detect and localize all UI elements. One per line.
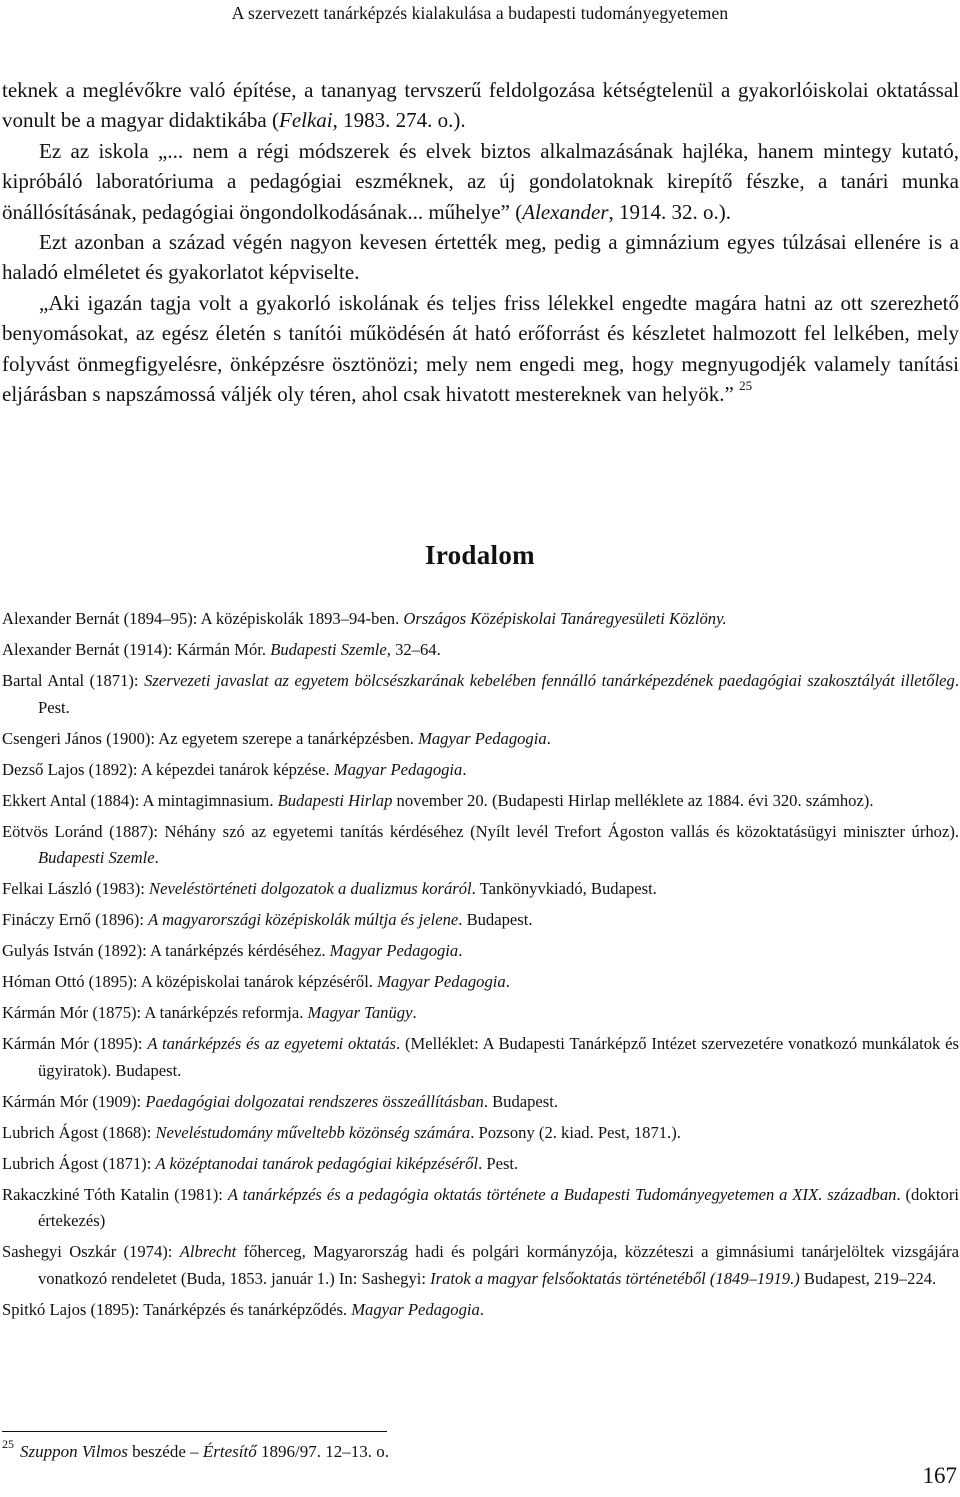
body-text	[2, 75, 959, 409]
paragraph-2: Ez az iskola „... nem a régi módszerek és elvek biztos alkalmazásának hajléka, hanem mintegy kutató, kipróbáló laboratóriuma a pedagógiai eszméknek, az új gondolatoknak kirepítő fészke, a tanári munka önállósításának, pedagógiai öngondolkodásának... műhelye” (Alexander, 1914. 32. o.).	[2, 138, 959, 224]
citation: Felkai	[279, 108, 333, 133]
reference-item: Lubrich Ágost (1868): Neveléstudomány műveltebb közönség számára. Pozsony (2. kiad. Pest, 1871.).	[2, 1122, 681, 1142]
reference-item: Lubrich Ágost (1871): A középtanodai tanárok pedagógiai kiképzéséről. Pest.	[2, 1153, 519, 1173]
reference-item: Ekkert Antal (1884): A mintagimnasium. Budapesti Hirlap november 20. (Budapesti Hirlap melléklete az 1884. évi 320. számhoz).	[2, 790, 874, 810]
reference-item: Dezső Lajos (1892): A képezdei tanárok képzése. Magyar Pedagogia.	[2, 759, 467, 779]
page-number: 167	[922, 1463, 957, 1488]
reference-item: Alexander Bernát (1914): Kármán Mór. Budapesti Szemle, 32–64.	[2, 640, 441, 659]
reference-item: Kármán Mór (1875): A tanárképzés reformja. Magyar Tanügy.	[2, 1003, 417, 1022]
section-heading: Irodalom	[425, 540, 535, 570]
paragraph-1: teknek a meglévőkre való építése, a tananyag tervszerű feldolgozása kétségtelenül a gyakorlóiskolai oktatással vonult be a magyar didaktikába (Felkai, 1983. 274. o.).	[2, 78, 959, 133]
reference-item: Eötvös Loránd (1887): Néhány szó az egyetemi tanítás kérdéséhez (Nyílt levél Trefort Ágoston vallás és közoktatásügyi miniszter úrhoz). Budapesti Szemle.	[2, 821, 959, 867]
reference-item: Alexander Bernát (1894–95): A középiskolák 1893–94-ben. Országos Középiskolai Tanáregyesületi Közlöny.	[2, 609, 727, 628]
reference-item: Sashegyi Oszkár (1974): Albrecht főherceg, Magyarország hadi és polgári kormányzója, közzéteszi a gimnásiumi tanárjelöltek vizsgájára vonatkozó rendeletet (Buda, 1853. január 1.) In: Sashegyi: Iratok a magyar felsőoktatás történetéből (1849–1919.) Budapest, 219–224.	[2, 1242, 959, 1288]
footnote: $^{25}$ Szuppon Vilmos beszéde – Értesítő 1896/97. 12–13. o.	[2, 1437, 389, 1461]
reference-item: Kármán Mór (1909): Paedagógiai dolgozatai rendszeres összeállításban. Budapest.	[2, 1091, 559, 1111]
footnote-marker[interactable]: 25	[739, 378, 753, 394]
reference-item: Csengeri János (1900): Az egyetem szerepe a tanárképzésben. Magyar Pedagogia.	[2, 728, 551, 748]
reference-item: Fináczy Ernő (1896): A magyarországi középiskolák múltja és jelene. Budapest.	[2, 910, 533, 929]
reference-item: Rakaczkiné Tóth Katalin (1981): A tanárképzés és a pedagógia oktatás története a Budapesti Tudományegyetemen a XIX. században. (doktori értekezés)	[2, 1184, 959, 1230]
citation: Alexander	[522, 199, 609, 224]
footnote-divider	[2, 1431, 387, 1432]
reference-item: Spitkó Lajos (1895): Tanárképzés és tanárképződés. Magyar Pedagogia.	[2, 1299, 484, 1319]
paragraph-4-quote: „Aki igazán tagja volt a gyakorló iskolának és teljes friss lélekkel engedte magára hatni az ott szerezhető benyomásokat, az egész életén s tanítói működésén át ható erőforrást és készletet halmozott fel lelkében, mely folyvást önmegfigyelésre, önképzésre ösztönözi; mely nem engedi meg, hogy megnyugodjék valamely tanítási eljárásban s napszámossá váljék oly téren, ahol csak hivatott mestereknek van helyök.” $^{25}$	[2, 290, 959, 407]
reference-list	[2, 606, 959, 1328]
footnote-number: 25	[2, 1437, 14, 1452]
reference-item: Felkai László (1983): Neveléstörténeti dolgozatok a dualizmus koráról. Tankönyvkiadó, Budapest.	[2, 879, 657, 898]
reference-item: Hóman Ottó (1895): A középiskolai tanárok képzéséről. Magyar Pedagogia.	[2, 972, 510, 991]
reference-item: Kármán Mór (1895): A tanárképzés és az egyetemi oktatás. (Melléklet: A Budapesti Tanárképző Intézet szervezetére vonatkozó munkálatok és ügyiratok). Budapest.	[2, 1034, 959, 1080]
paragraph-3: Ezt azonban a század végén nagyon kevesen értették meg, pedig a gimnázium egyes túlzásai ellenére is a haladó elméletet és gyakorlatot képviselte.	[2, 230, 959, 285]
reference-item: Bartal Antal (1871): Szervezeti javaslat az egyetem bölcsészkarának kebelében fennálló tanárképezdének paedagógiai szakosztályát illetőleg. Pest.	[2, 671, 959, 717]
reference-item: Gulyás István (1892): A tanárképzés kérdéséhez. Magyar Pedagogia.	[2, 941, 463, 960]
running-head: A szervezett tanárképzés kialakulása a budapesti tudományegyetemen	[231, 3, 729, 23]
